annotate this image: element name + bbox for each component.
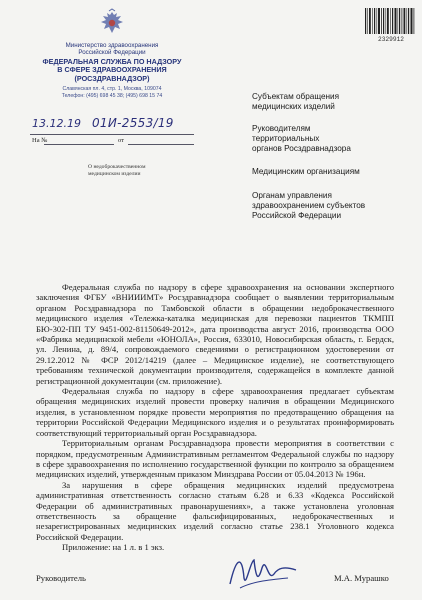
recipient-subjects: Субъектам обращения медицинских изделий (252, 92, 340, 111)
handwritten-signature-icon (222, 548, 302, 594)
registration-date: 13.12.19 (32, 117, 81, 130)
reference-number-line (44, 144, 114, 145)
letter-body (36, 282, 394, 553)
barcode-number: 2329912 (378, 36, 404, 43)
ministry-name: Министерство здравоохранения Российской Федерации (65, 42, 159, 57)
service-name: ФЕДЕРАЛЬНАЯ СЛУЖБА ПО НАДЗОРУ В СФЕРЕ ЗДРАВООХРАНЕНИЯ (РОСЗДРАВНАДЗОР) (42, 57, 182, 83)
coat-of-arms-icon (97, 8, 127, 38)
reference-row (30, 137, 194, 147)
signatory-role: Руководитель (36, 573, 86, 583)
reference-number-label: На № (32, 137, 48, 144)
body-paragraph: За нарушения в сфере обращения медицинских изделий предусмотрена административная ответственность согласно статьям 6.28 и 6.33 «Кодекса Российской Федерации об административных правонарушениях», а также установлена уголовная ответственность за обращение фальсифицированных, недоброкачественных и незарегистрированных медицинских изделий согласно статье 238.1 Уголовного кодекса Российской Федерации. (36, 479, 394, 542)
signatory-name: М.А. Мурашко (334, 573, 389, 583)
reference-date-line (128, 144, 194, 145)
letter-subject: О недоброкачественном медицинском изделии (88, 164, 146, 177)
recipient-health-authorities: Органам управления здравоохранением субъектов Российской Федерации (252, 191, 366, 220)
body-paragraph: Территориальным органам Росздравнадзора провести мероприятия в соответствии с порядком, предусмотренным Административным регламентом Федеральной службы по надзору в сфере здравоохранения по исполнению государственной функции по контролю за обращением медицинских изделий, утвержденным приказом Минздрава России от 05.04.2013 № 196н. (36, 438, 394, 480)
service-address: Славянская пл. 4, стр. 1, Москва, 109074 Телефон: (495) 698 45 38; (495) 698 15 74 (61, 86, 163, 99)
body-paragraph: Федеральная служба по надзору в сфере здравоохранения предлагает субъектам обращения медицинских изделий провести проверку наличия в обращении Медицинского изделия, в установленном порядке провести мероприятия по предотвращению обращения на территории Российской Федерации Медицинского изделия и о результатах проинформировать соответствующий территориальный орган Росздравнадзора. (36, 386, 394, 438)
body-paragraph: Федеральная служба по надзору в сфере здравоохранения на основании экспертного заключения ФГБУ «ВНИИИМТ» Росздравнадзора сообщает о выявлении территориальным органом Росздравнадзора по Тамбовской области в обращении недоброкачественного медицинского изделия «Тележка-каталка медицинская для перевозки пациентов ТКМПП БЮ-302-ПП ТУ 9451-002-81150649-2012», дата производства август 2016, производства ООО «Фабрика медицинской мебели «ЮНОЛА», Россия, 633010, Новосибирская область, г. Бердск, ул. Ленина, д. 89/4, сопровождаемого сведениями о регистрационном удостоверении от 29.12.2012 № ФСР 2012/14219 (далее – Медицинское изделие), не соответствующего требованиям технической документации производителя, содержащейся в комплекте данной регистрационной документации (см. приложение). (36, 282, 394, 386)
attachment-note: Приложение: на 1 л. в 1 экз. (62, 542, 165, 553)
recipient-medical-organizations: Медицинским организациям (252, 167, 360, 176)
recipient-territorial-bodies: Руководителям территориальных органов Росздравнадзора (252, 124, 351, 153)
reference-date-label: от (118, 137, 125, 144)
barcode-icon (364, 8, 416, 34)
registration-number: 01И-2553/19 (92, 116, 174, 130)
